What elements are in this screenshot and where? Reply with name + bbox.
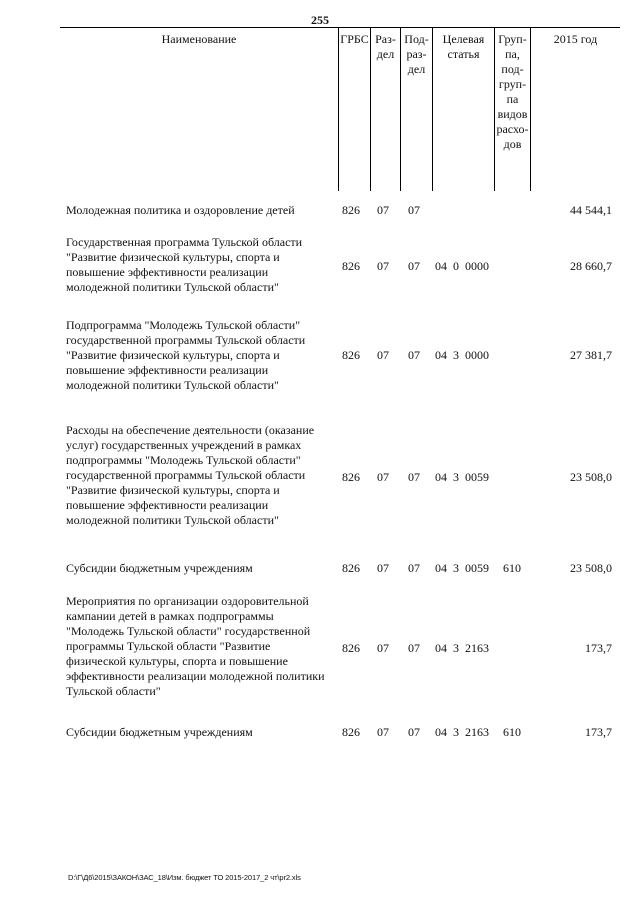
- row-target-program: 04: [435, 561, 447, 575]
- header-target-article: [432, 28, 494, 191]
- row-target-subprogram: 3: [453, 470, 459, 484]
- row-target-program: 04: [435, 725, 447, 739]
- row-podrazdel: 07: [408, 470, 420, 484]
- header-razdel-line: дел: [376, 47, 395, 61]
- row-razdel: 07: [377, 259, 389, 273]
- header-target-line: статья: [447, 47, 480, 61]
- header-year-label: 2015 год: [553, 32, 598, 46]
- row-target-direction: 0000: [465, 259, 489, 273]
- row-target-subprogram: 3: [453, 561, 459, 575]
- row-podrazdel: 07: [408, 641, 420, 655]
- row-name: Субсидии бюджетным учреждениям: [66, 725, 253, 739]
- header-group-line: под-: [501, 62, 524, 76]
- row-target-direction: 0059: [465, 561, 489, 575]
- row-name: Молодежная политика и оздоровление детей: [66, 203, 295, 217]
- row-podrazdel: 07: [408, 561, 420, 575]
- row-grbs: 826: [342, 725, 360, 739]
- row-name: Субсидии бюджетным учреждениям: [66, 561, 253, 575]
- header-expense-group: [494, 28, 530, 191]
- header-name-label: Наименование: [161, 32, 237, 46]
- row-grbs: 826: [342, 470, 360, 484]
- row-target-direction: 0059: [465, 470, 489, 484]
- row-grbs: 826: [342, 561, 360, 575]
- header-grbs-label: ГРБС: [340, 32, 369, 46]
- row-grbs: 826: [342, 641, 360, 655]
- row-razdel: 07: [377, 348, 389, 362]
- row-razdel: 07: [377, 561, 389, 575]
- row-name: Расходы на обеспечение деятельности (оказание услуг) государственных учреждений в рамках подпрограммы "Молодежь Тульской области" государственной программы Тульской области "Развитие физической культуры, спорта и повышение эффективности реализации молодежной политики Тульской области": [66, 423, 315, 527]
- page-number: 255: [311, 13, 329, 27]
- row-razdel: 07: [377, 725, 389, 739]
- row-expense-group: 610: [503, 561, 521, 575]
- row-grbs: 826: [342, 203, 360, 217]
- row-target-subprogram: 3: [453, 348, 459, 362]
- header-year: [530, 28, 620, 191]
- header-podrazdel: [400, 28, 432, 191]
- row-razdel: 07: [377, 641, 389, 655]
- file-path-footer: D:\Г\Д6\2015\ЗАКОН\ЗАС_18\Изм. бюджет ТО 2015-2017_2 чт\pr2.xls: [68, 873, 301, 882]
- row-podrazdel: 07: [408, 203, 420, 217]
- row-name: Подпрограмма "Молодежь Тульской области" государственной программы Тульской области "Развитие физической культуры, спорта и повышение эффективности реализации молодежной политики Тульской области": [66, 318, 306, 392]
- row-podrazdel: 07: [408, 259, 420, 273]
- row-target-subprogram: 3: [453, 725, 459, 739]
- row-target-subprogram: 0: [453, 259, 459, 273]
- row-name: Мероприятия по организации оздоровительной кампании детей в рамках подпрограммы "Молодежь Тульской области" государственной программы Тульской области "Развитие физической культуры, спорта и повышение эффективности реализации молодежной политики Тульской области": [66, 594, 325, 698]
- row-razdel: 07: [377, 203, 389, 217]
- header-group-line: расхо-: [496, 122, 529, 136]
- header-group-line: видов: [497, 107, 528, 121]
- row-target-program: 04: [435, 259, 447, 273]
- header-podrazdel-line: Под-: [404, 32, 429, 46]
- row-amount: 28 660,7: [570, 259, 612, 273]
- header-group-line: па: [506, 92, 519, 106]
- row-grbs: 826: [342, 348, 360, 362]
- row-target-direction: 2163: [465, 725, 489, 739]
- header-grbs: [338, 28, 370, 191]
- header-podrazdel-line: дел: [407, 62, 426, 76]
- row-podrazdel: 07: [408, 348, 420, 362]
- header-group-line: па,: [505, 47, 520, 61]
- row-target-program: 04: [435, 348, 447, 362]
- row-target-direction: 0000: [465, 348, 489, 362]
- header-name: [60, 28, 338, 191]
- row-target-program: 04: [435, 470, 447, 484]
- header-group-line: груп-: [498, 77, 527, 91]
- header-group-line: дов: [503, 137, 522, 151]
- header-razdel: [370, 28, 400, 191]
- row-expense-group: 610: [503, 725, 521, 739]
- row-name: Государственная программа Тульской области "Развитие физической культуры, спорта и повышение эффективности реализации молодежной политики Тульской области": [66, 235, 303, 294]
- header-target-line: Целевая: [442, 32, 485, 46]
- row-target-direction: 2163: [465, 641, 489, 655]
- row-target-subprogram: 3: [453, 641, 459, 655]
- row-razdel: 07: [377, 470, 389, 484]
- row-target-program: 04: [435, 641, 447, 655]
- row-amount: 27 381,7: [570, 348, 612, 362]
- header-podrazdel-line: раз-: [406, 47, 427, 61]
- row-amount: 23 508,0: [570, 470, 612, 484]
- row-amount: 173,7: [585, 725, 612, 739]
- row-podrazdel: 07: [408, 725, 420, 739]
- table-header: [60, 27, 620, 191]
- row-amount: 23 508,0: [570, 561, 612, 575]
- row-amount: 173,7: [585, 641, 612, 655]
- row-amount: 44 544,1: [570, 203, 612, 217]
- row-grbs: 826: [342, 259, 360, 273]
- header-razdel-line: Раз-: [375, 32, 396, 46]
- header-group-line: Груп-: [498, 32, 527, 46]
